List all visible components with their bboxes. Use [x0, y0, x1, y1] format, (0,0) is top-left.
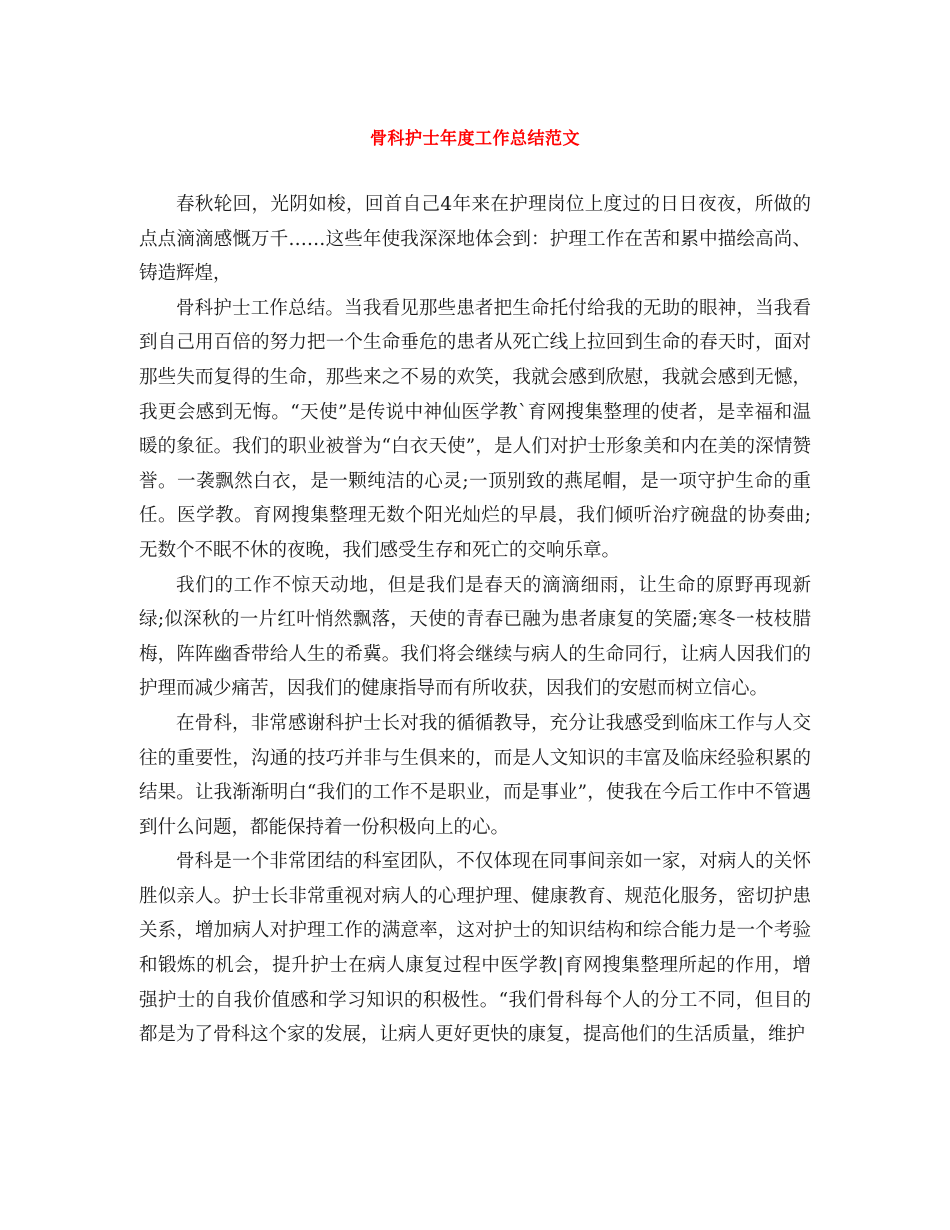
paragraph-2: 骨科护士工作总结。当我看见那些患者把生命托付给我的无助的眼神，当我看到自己用百倍的努力把一个生命垂危的患者从死亡线上拉回到生命的春天时，面对那些失而复得的生命，那些来之不易的欢笑，我就会感到欣慰，我就会感到无憾，我更会感到无悔。“天使”是传说中神仙医学教`育网搜集整理的使者，是幸福和温暖的象征。我们的职业被誉为“白衣天使”，是人们对护士形象美和内在美的深情赞誉。一袭飘然白衣，是一颗纯洁的心灵;一顶别致的燕尾帽，是一项守护生命的重任。医学教。育网搜集整理无数个阳光灿烂的早晨，我们倾听治疗碗盘的协奏曲;无数个不眠不休的夜晚，我们感受生存和死亡的交响乐章。: [139, 297, 811, 561]
paragraph-5: 骨科是一个非常团结的科室团队，不仅体现在同事间亲如一家，对病人的关怀胜似亲人。护士长非常重视对病人的心理护理、健康教育、规范化服务，密切护患关系，增加病人对护理工作的满意率，这对护士的知识结构和综合能力是一个考验和锻炼的机会，提升护士在病人康复过程中医学教|育网搜集整理所起的作用，增强护士的自我价值感和学习知识的积极性。“我们骨科每个人的分工不同，但目的都是为了骨科这个家的发展，让病人更好更快的康复，提高他们的生活质量，维护: [139, 851, 811, 1046]
document-title: 骨科护士年度工作总结范文: [370, 129, 580, 149]
paragraph-4: 在骨科，非常感谢科护士长对我的循循教导，充分让我感受到临床工作与人交往的重要性，沟通的技巧并非与生俱来的，而是人文知识的丰富及临床经验积累的结果。让我渐渐明白“我们的工作不是职业，而是事业”，使我在今后工作中不管遇到什么问题，都能保持着一份积极向上的心。: [139, 712, 811, 838]
document-body: [139, 188, 811, 1053]
paragraph-1: 春秋轮回，光阴如梭，回首自己4年来在护理岗位上度过的日日夜夜，所做的点点滴滴感慨万千……这些年使我深深地体会到：护理工作在苦和累中描绘高尚、铸造辉煌，: [139, 194, 811, 285]
paragraph-3: 我们的工作不惊天动地，但是我们是春天的滴滴细雨，让生命的原野再现新绿;似深秋的一片红叶悄然飘落，天使的青春已融为患者康复的笑靥;寒冬一枝枝腊梅，阵阵幽香带给人生的希冀。我们将会继续与病人的生命同行，让病人因我们的护理而减少痛苦，因我们的健康指导而有所收获，因我们的安慰而树立信心。: [139, 574, 811, 700]
